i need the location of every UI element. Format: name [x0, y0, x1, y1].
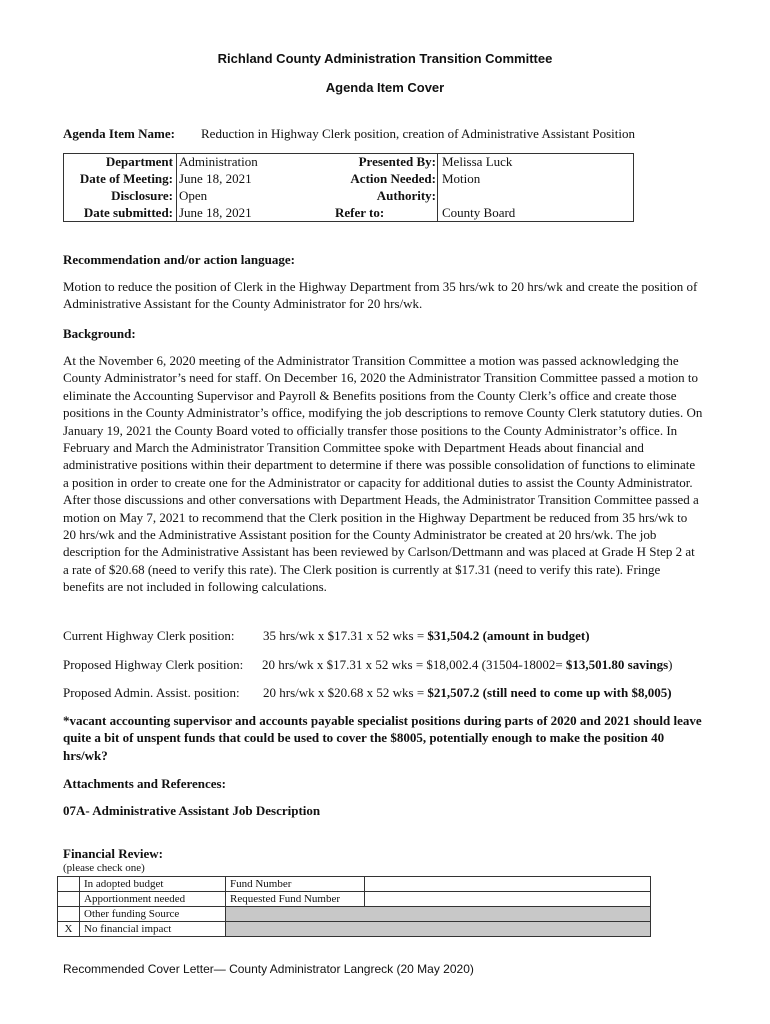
meta-table: [63, 153, 634, 221]
meta-value: County Board: [442, 205, 516, 220]
document-subtitle: Agenda Item Cover: [325, 80, 445, 95]
funding-note: *vacant accounting supervisor and accounts payable specialist positions during parts of 2020 and 2021 should leave quite a bit of unspent funds that could be used to cover the $8005, potentially enough to make the position 40 hrs/wk?: [63, 713, 702, 763]
financial-option-label: Other funding Source: [80, 907, 226, 922]
financial-row: [58, 922, 651, 937]
meta-row: [63, 187, 634, 204]
calc-formula: 35 hrs/wk x $17.31 x 52 wks =: [263, 628, 428, 643]
attachment-item: 07A- Administrative Assistant Job Description: [63, 803, 321, 818]
meta-label: Date submitted:: [83, 205, 173, 220]
financial-row: [58, 892, 651, 907]
financial-option-label: No financial impact: [80, 922, 226, 937]
meta-value: June 18, 2021: [179, 171, 252, 186]
calc-label: Proposed Highway Clerk position:: [63, 657, 244, 672]
financial-option-label: Apportionment needed: [80, 892, 226, 907]
calc-amount: [263, 628, 590, 644]
meta-label: Date of Meeting:: [79, 171, 173, 186]
financial-review-heading: Financial Review:: [63, 846, 164, 861]
meta-label: Action Needed:: [350, 171, 436, 186]
financial-checkbox[interactable]: [58, 892, 80, 907]
meta-value: June 18, 2021: [179, 205, 252, 220]
meta-row: [63, 153, 634, 170]
meta-divider: [437, 153, 438, 222]
financial-field-value[interactable]: [365, 892, 651, 907]
meta-label: Department: [105, 154, 173, 169]
agenda-item-label: Agenda Item Name:: [63, 126, 175, 141]
meta-value: [439, 187, 634, 204]
attachments-heading: Attachments and References:: [63, 776, 226, 791]
meta-label: Refer to:: [335, 205, 385, 220]
financial-checkbox[interactable]: [58, 907, 80, 922]
background-text: At the November 6, 2020 meeting of the Administrator Transition Committee a motion was passed acknowledging the County Administrator’s need for staff. On December 16, 2020 the Administrator Transition Committee passed a motion to eliminate the Accounting Supervisor and Payroll & Benefits positions from the County Clerk’s office and create those positions in the County Administrator’s office, modifying the job descriptions to remove County Clerk statutory duties. On January 19, 2021 the County Board voted to officially transfer those positions to the County Administrator’s office. In February and March the Administrator Transition Committee spoke with Department Heads about financial and administrative positions within their department to determine if there was possible consolidation of functions to eliminate a position in order to create one for the Administrator or capacity for additional duties to assist the County Administrator. After those discussions and other conversations with Department Heads, the Administrator Transition Committee passed a motion on May 7, 2021 to recommend that the Clerk position in the Highway Department be reduced from 35 hrs/wk to 20 hrs/wk and the Administrative Assistant position for the County Administrator be created at 20 hrs/wk. The job description for the Administrative Assistant has been reviewed by Carlson/Dettmann and was placed at Grade H Step 2 at a rate of $20.68 (need to verify this rate). The Clerk position is currently at $17.31 (need to verify this rate). Fringe benefits are not included in following calculations.: [63, 353, 703, 595]
recommendation-heading: Recommendation and/or action language:: [63, 252, 295, 267]
calc-amount: [262, 657, 672, 673]
meta-value: Melissa Luck: [442, 154, 513, 169]
financial-review-instruction: (please check one): [63, 862, 145, 874]
meta-label: Presented By:: [358, 154, 436, 169]
calc-line: [63, 685, 672, 701]
financial-option-label: In adopted budget: [80, 877, 226, 892]
recommendation-text: Motion to reduce the position of Clerk in the Highway Department from 35 hrs/wk to 20 hrs/wk and create the position of Administrative Assistant for the County Administrator for 20 hrs/wk.: [63, 279, 698, 312]
agenda-item-value: Reduction in Highway Clerk position, creation of Administrative Assistant Position: [201, 126, 636, 141]
financial-shaded-cell: [226, 907, 651, 922]
financial-shaded-cell: [226, 922, 651, 937]
calc-extra: ): [668, 657, 673, 672]
financial-row: [58, 877, 651, 892]
calc-result: $13,501.80 savings: [565, 657, 669, 672]
calc-result: $21,507.2 (still need to come up with $8,005): [427, 685, 672, 700]
background-heading: Background:: [63, 326, 136, 341]
calc-amount: [263, 685, 672, 701]
financial-checkbox[interactable]: [58, 877, 80, 892]
meta-label: Disclosure:: [111, 188, 173, 203]
calc-line: [63, 628, 590, 644]
calc-formula: 20 hrs/wk x $20.68 x 52 wks =: [263, 685, 428, 700]
financial-checkbox[interactable]: X: [58, 922, 80, 937]
meta-label: Authority:: [376, 188, 436, 203]
calc-label: Proposed Admin. Assist. position:: [63, 685, 240, 700]
financial-field-value[interactable]: [365, 877, 651, 892]
financial-review-table: [57, 876, 651, 937]
meta-value: Open: [179, 188, 208, 203]
meta-value: Administration: [179, 154, 258, 169]
meta-value: Motion: [442, 171, 481, 186]
financial-field-label: Requested Fund Number: [226, 892, 365, 907]
calc-label: Current Highway Clerk position:: [63, 628, 235, 643]
financial-field-label: Fund Number: [226, 877, 365, 892]
financial-row: [58, 907, 651, 922]
calc-formula: 20 hrs/wk x $17.31 x 52 wks = $18,002.4 (31504-18002=: [262, 657, 566, 672]
calc-result: $31,504.2 (amount in budget): [427, 628, 590, 643]
meta-row: [63, 170, 634, 187]
meta-row: [63, 204, 634, 221]
calc-line: [63, 657, 673, 673]
meta-divider: [176, 153, 177, 222]
page-footer: Recommended Cover Letter— County Administrator Langreck (20 May 2020): [63, 962, 474, 976]
document-title: Richland County Administration Transition Committee: [217, 51, 553, 66]
